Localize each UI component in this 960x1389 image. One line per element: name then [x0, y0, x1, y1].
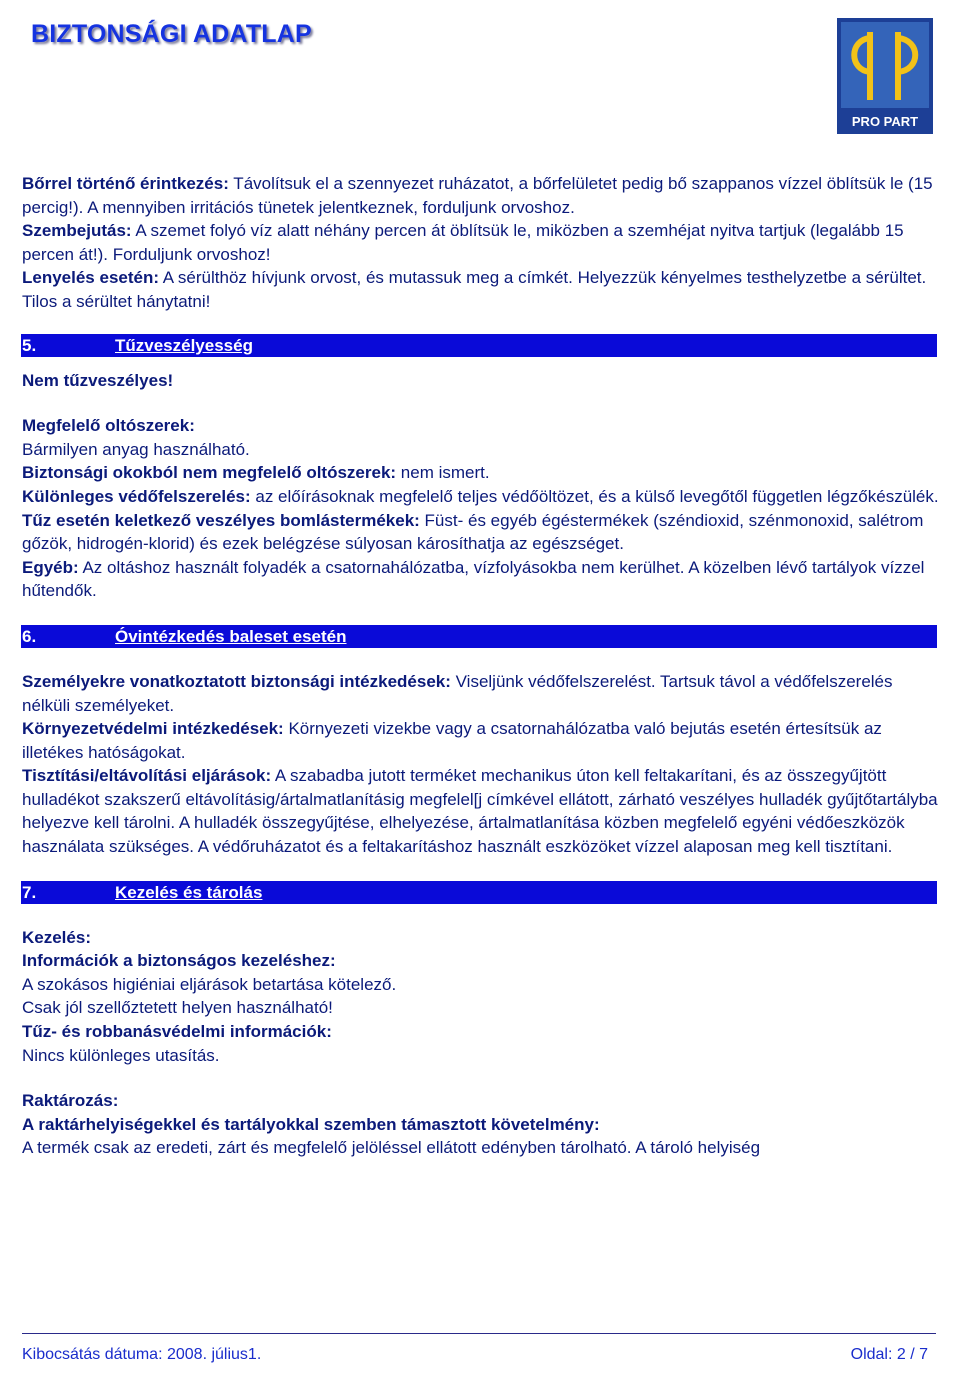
ingestion-text: A sérülthöz hívjunk orvost, és mutassuk meg a címkét. Helyezzük kényelmes testhelyzetbe a sérültet. Tilos a sérültet hánytatni! — [22, 268, 927, 311]
cleanup-methods-text: A szabadba jutott terméket mechanikus úton kell feltakarítani, és az összegyűjtött hulladékot szakszerű eltávolításig/ártalmatlanításig megfelel[j címkével ellátott, zárható veszélyes hulladék gyűjtőtartályba helyezve kell tárolni. A hulladék összegyűjtése, elhelyezése, ártalmatlanítása közben megfelelő egyéni védőeszközök használata szükséges. A védőruházatot és a feltakarításhoz használt eszközöket vízzel alaposan meg kell tisztítani. — [22, 766, 938, 857]
svg-text:PRO PART: PRO PART — [851, 114, 919, 129]
unsuitable-media-text: nem ismert. — [396, 463, 490, 483]
personal-precautions-text: Viseljünk védőfelszerelést. Tartsuk távol a védőfelszerelés nélküli személyeket. — [22, 671, 893, 715]
section-7-title: Kezelés és tárolás — [115, 882, 263, 902]
eye-contact-text: A szemet folyó víz alatt néhány percen át öblítsük le, miközben a szemhéjat nyitva tartjuk (legalább 15 percen át!). Forduljunk orvoshoz! — [22, 221, 904, 264]
protective-equipment-text: az előírásoknak megfelelő teljes védőöltözet, és a külső levegőtől független légzőkészülék. — [250, 486, 939, 506]
page-number: Oldal: 2 / 7 — [850, 1346, 928, 1363]
extinguishing-media-text: Bármilyen anyag használható. — [22, 439, 250, 459]
section-7-header — [21, 881, 937, 904]
skin-contact-label: Bőrrel történő érintkezés: — [22, 174, 229, 193]
environmental-precautions-label: Környezetvédelmi intézkedések: — [22, 719, 284, 739]
issue-date: Kibocsátás dátuma: 2008. július1. — [22, 1346, 262, 1363]
section-7-number: 7. — [22, 882, 37, 902]
storage-requirements-label: A raktárhelyiségekkel és tartályokkal szemben támasztott követelmény: — [22, 1114, 600, 1134]
eye-contact-paragraph — [22, 219, 942, 266]
section-5-title: Tűzveszélyesség — [115, 335, 253, 355]
document-title: BIZTONSÁGI ADATLAP — [31, 20, 312, 48]
safe-handling-line-1: A szokásos higiéniai eljárások betartása kötelező. — [22, 974, 397, 994]
safe-handling-label: Információk a biztonságos kezeléshez: — [22, 951, 336, 971]
personal-precautions-label: Személyekre vonatkoztatott biztonsági intézkedések: — [22, 671, 451, 691]
ingestion-label: Lenyelés esetén: — [22, 268, 160, 288]
section-6-header — [21, 625, 937, 648]
handling-label: Kezelés: — [22, 927, 91, 947]
fire-explosion-label: Tűz- és robbanásvédelmi információk: — [22, 1022, 332, 1042]
safe-handling-line-2: Csak jól szellőztetett helyen használható! — [22, 998, 333, 1018]
document-body — [22, 172, 942, 1160]
other-fire-info-label: Egyéb: — [22, 557, 79, 577]
other-fire-info-text: Az oltáshoz használt folyadék a csatornahálózatba, vízfolyásokba nem kerülhet. A közelben lévő tartályok vízzel hűtendők. — [22, 557, 925, 601]
environmental-precautions-text: Környezeti vizekbe vagy a csatornahálózatba való bejutás esetén értesítsük az illetékes hatóságokat. — [22, 719, 882, 762]
not-flammable-text: Nem tűzveszélyes! — [22, 370, 174, 390]
skin-contact-text: Távolítsuk el a szennyezet ruházatot, a bőrfelületet pedig bő szappanos vízzel öblítsük le (15 percig!). A mennyiben irritációs tünetek jelentkeznek, forduljunk orvoshoz. — [22, 174, 933, 217]
eye-contact-label: Szembejutás: — [22, 221, 132, 241]
protective-equipment-label: Különleges védőfelszerelés: — [22, 486, 251, 506]
storage-requirements-text: A termék csak az eredeti, zárt és megfelelő jelöléssel ellátott edényben tárolható. A tároló helyiség — [22, 1138, 761, 1158]
ingestion-paragraph — [22, 266, 942, 313]
decomposition-products-label: Tűz esetén keletkező veszélyes bomlástermékek: — [22, 510, 420, 530]
section-5-header — [21, 334, 937, 357]
unsuitable-media-label: Biztonsági okokból nem megfelelő oltószerek: — [22, 463, 397, 483]
decomposition-products-text: Füst- és egyéb égéstermékek (széndioxid, szénmonoxid, salétrom gőzök, hidrogén-klorid) és ezek belégzése súlyosan károsíthatja az egészséget. — [22, 510, 924, 554]
pro-part-logo — [837, 18, 933, 134]
skin-contact-paragraph — [22, 172, 942, 219]
section-6-title: Óvintézkedés baleset esetén — [115, 626, 347, 646]
section-6-number: 6. — [22, 626, 37, 646]
storage-label: Raktározás: — [22, 1091, 119, 1111]
cleanup-methods-label: Tisztítási/eltávolítási eljárások: — [22, 766, 272, 786]
footer-divider — [22, 1333, 936, 1334]
section-5-number: 5. — [22, 335, 37, 355]
extinguishing-media-label: Megfelelő oltószerek: — [22, 416, 195, 436]
footer — [22, 1346, 928, 1364]
fire-explosion-text: Nincs különleges utasítás. — [22, 1045, 220, 1065]
